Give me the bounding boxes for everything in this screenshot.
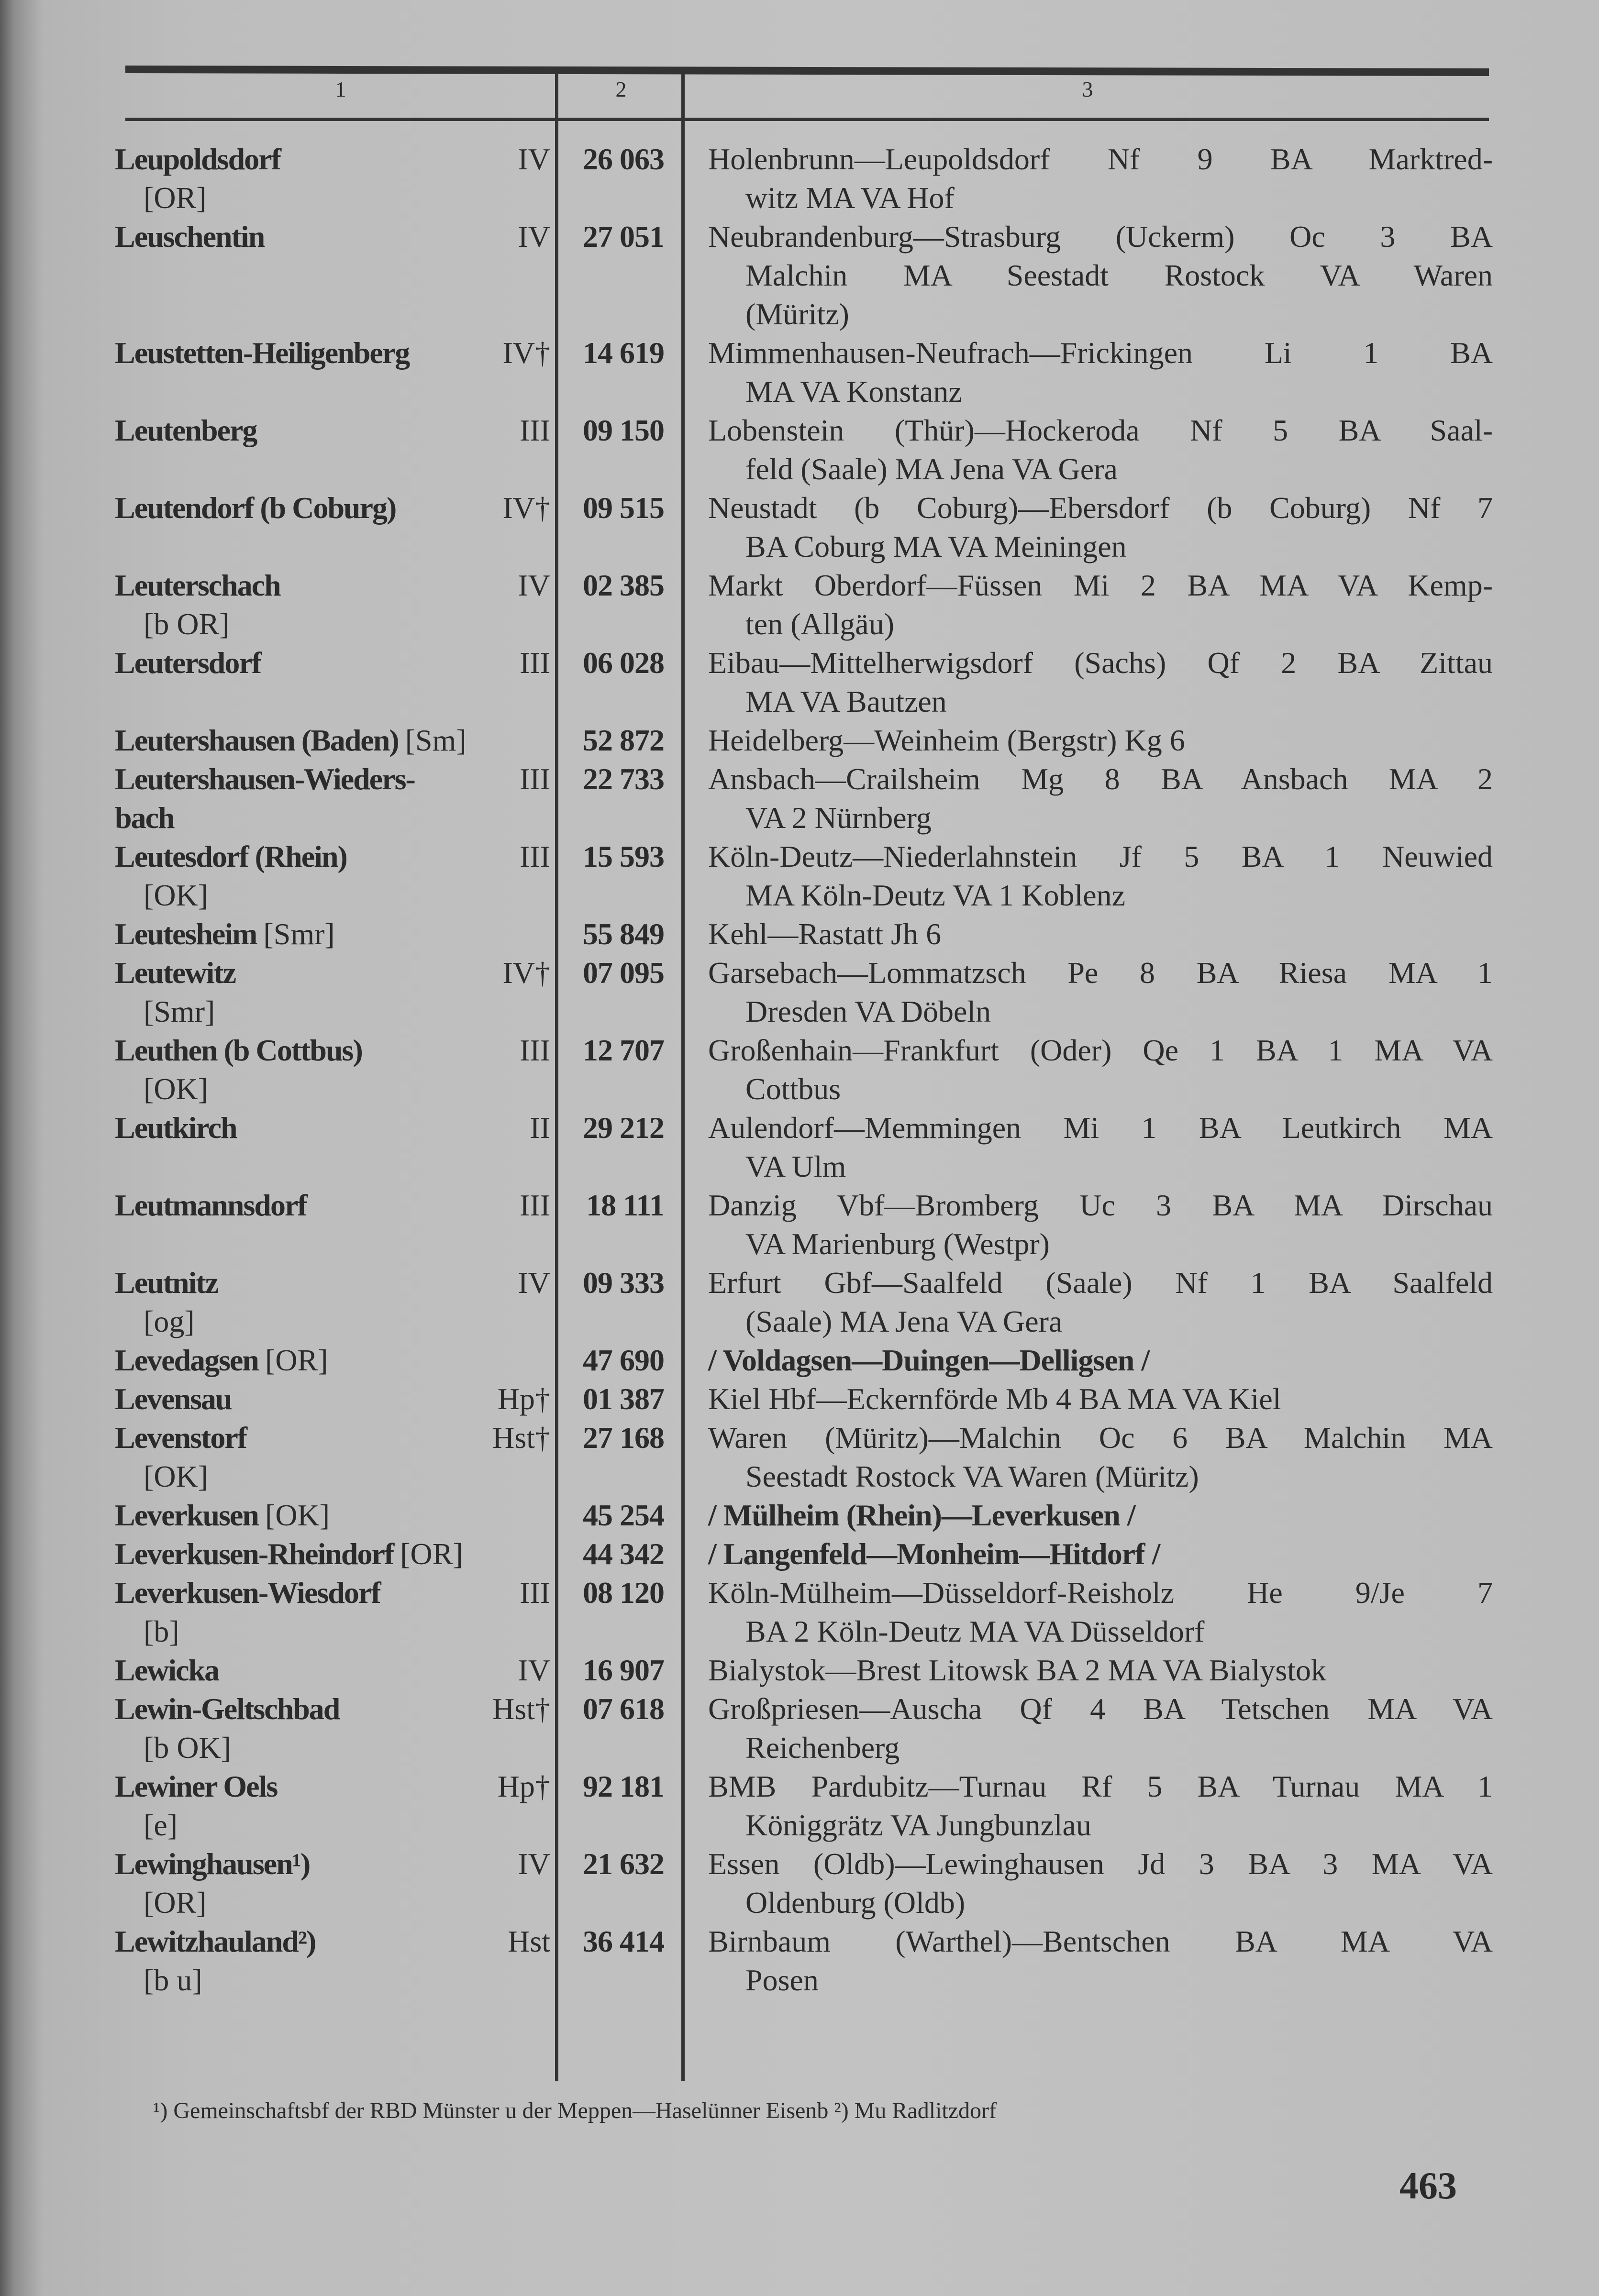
station-name: Leustetten-Heiligenberg (115, 336, 410, 370)
station-number: 92 181 (583, 1769, 664, 1803)
table-row (115, 1186, 1493, 1263)
station-class: IV† (502, 491, 550, 525)
station-class: III (520, 1033, 550, 1067)
station-class: IV† (502, 956, 550, 990)
column-header-1: 1 (335, 77, 346, 101)
route-cell (684, 1380, 1493, 1418)
table-row (115, 1534, 1493, 1573)
route-cell (684, 488, 1493, 566)
station-cell (115, 411, 555, 488)
route-cell (684, 643, 1493, 721)
route-cell (684, 1031, 1493, 1108)
route-line: / Langenfeld—Monheim—Hitdorf / (708, 1537, 1160, 1571)
station-number: 21 632 (583, 1847, 664, 1881)
table-row (115, 566, 1493, 643)
route-line: Aulendorf—Memmingen Mi 1 BA Leutkirch MA (708, 1111, 1493, 1145)
station-cell (115, 1767, 555, 1844)
column-header-3: 3 (1082, 77, 1093, 101)
station-number: 15 593 (583, 839, 664, 873)
route-line: Markt Oberdorf—Füssen Mi 2 BA MA VA Kemp- (708, 568, 1493, 602)
route-cell (684, 1844, 1493, 1922)
route-line: Köln-Deutz—Niederlahnstein Jf 5 BA 1 Neuwied (708, 839, 1493, 873)
station-tag: [Smr] (144, 994, 215, 1028)
route-line: BMB Pardubitz—Turnau Rf 5 BA Turnau MA 1 (708, 1769, 1493, 1803)
route-cell (684, 1689, 1493, 1767)
station-name: Leutenberg (115, 413, 257, 447)
station-class: Hst† (492, 1692, 550, 1726)
station-name-line (115, 798, 555, 837)
route-line: feld (Saale) MA Jena VA Gera (745, 452, 1118, 486)
station-number: 09 333 (583, 1266, 664, 1300)
station-number: 14 619 (583, 336, 664, 370)
station-number: 26 063 (583, 142, 664, 176)
station-class: III (520, 839, 550, 873)
route-line: Posen (745, 1963, 819, 1997)
station-name: Leutershausen (Baden) (115, 723, 399, 757)
station-number: 27 051 (583, 220, 664, 254)
station-number: 02 385 (583, 568, 664, 602)
route-line: Bialystok—Brest Litowsk BA 2 MA VA Bialystok (708, 1653, 1327, 1687)
route-line: Dresden VA Döbeln (745, 994, 991, 1028)
station-cell (115, 566, 555, 643)
station-name-line (115, 1186, 555, 1225)
station-tag: [OR] (144, 181, 207, 215)
route-line: VA Ulm (745, 1149, 846, 1183)
route-line: / Mülheim (Rhein)—Leverkusen / (708, 1498, 1135, 1532)
station-name: Lewitzhauland²) (115, 1924, 316, 1958)
station-number: 16 907 (583, 1653, 664, 1687)
route-line: VA 2 Nürnberg (745, 801, 932, 835)
station-number: 18 111 (586, 1188, 664, 1222)
route-line: Eibau—Mittelherwigsdorf (Sachs) Qf 2 BA Zittau (708, 646, 1493, 680)
route-cell (684, 1573, 1493, 1651)
station-number: 44 342 (583, 1537, 664, 1571)
route-cell (684, 1418, 1493, 1496)
station-tag: [Sm] (405, 723, 466, 757)
table-row (115, 1031, 1493, 1108)
station-cell (115, 1263, 555, 1341)
station-name-line (115, 411, 555, 450)
station-number: 55 849 (583, 917, 664, 951)
route-line: (Saale) MA Jena VA Gera (745, 1304, 1063, 1338)
route-cell (684, 333, 1493, 411)
route-line: VA Marienburg (Westpr) (745, 1227, 1050, 1261)
route-cell (684, 1496, 1493, 1534)
station-name-line (115, 488, 555, 527)
station-cell (115, 1186, 555, 1263)
station-name: Lewin-Geltschbad (115, 1692, 340, 1726)
route-cell (684, 1534, 1493, 1573)
station-tag: [e] (144, 1808, 178, 1842)
table-row (115, 1496, 1493, 1534)
station-cell (115, 1341, 555, 1380)
station-name: Leutkirch (115, 1111, 237, 1145)
station-name-line (115, 1844, 555, 1883)
route-line: (Müritz) (745, 297, 849, 331)
route-line: Birnbaum (Warthel)—Bentschen BA MA VA (708, 1924, 1493, 1958)
station-name: Lewinghausen¹) (115, 1847, 310, 1881)
station-class: III (520, 762, 550, 796)
table-row (115, 1418, 1493, 1496)
station-name-line (115, 1922, 555, 1961)
route-line: BA Coburg MA VA Meiningen (745, 530, 1127, 563)
station-number: 06 028 (583, 646, 664, 680)
station-name: Leutershausen-Wieders- (115, 762, 415, 796)
station-number: 45 254 (583, 1498, 664, 1532)
route-line: Königgrätz VA Jungbunzlau (745, 1808, 1091, 1842)
station-name: Leutersdorf (115, 646, 261, 680)
station-cell (115, 1108, 555, 1186)
station-class: IV (518, 1847, 550, 1881)
station-tag: [b u] (144, 1963, 202, 1997)
route-line: MA Köln-Deutz VA 1 Koblenz (745, 878, 1126, 912)
station-class: Hst (508, 1924, 550, 1958)
route-line: Mimmenhausen-Neufrach—Frickingen Li 1 BA (708, 336, 1493, 370)
station-class: IV (518, 142, 550, 176)
station-class: III (520, 646, 550, 680)
header-bottom-rule (125, 118, 1489, 121)
station-tag: [og] (144, 1304, 195, 1338)
route-line: Cottbus (745, 1072, 841, 1106)
route-cell (684, 721, 1493, 760)
station-name-line (115, 217, 555, 256)
table-row (115, 333, 1493, 411)
station-name-line (115, 333, 555, 372)
station-name: Lewicka (115, 1653, 219, 1687)
route-line: Erfurt Gbf—Saalfeld (Saale) Nf 1 BA Saalfeld (708, 1266, 1493, 1300)
station-tag: [OK] (265, 1498, 330, 1532)
route-line: BA 2 Köln-Deutz MA VA Düsseldorf (745, 1614, 1205, 1648)
route-line: Kiel Hbf—Eckernförde Mb 4 BA MA VA Kiel (708, 1382, 1281, 1416)
station-class: IV (518, 1653, 550, 1687)
station-name-line (115, 1031, 555, 1070)
station-cell (115, 1573, 555, 1651)
table-row (115, 1573, 1493, 1651)
station-cell (115, 1922, 555, 1999)
station-number: 27 168 (583, 1421, 664, 1455)
station-class: II (530, 1111, 550, 1145)
station-tag: [OK] (144, 1072, 209, 1106)
route-cell (684, 1263, 1493, 1341)
station-name-line (115, 140, 555, 178)
station-cell (115, 760, 555, 837)
station-name: Leverkusen-Rheindorf (115, 1537, 394, 1571)
station-cell (115, 488, 555, 566)
table-row (115, 1380, 1493, 1418)
route-line: Heidelberg—Weinheim (Bergstr) Kg 6 (708, 723, 1185, 757)
route-line: Waren (Müritz)—Malchin Oc 6 BA Malchin MA (708, 1421, 1493, 1455)
route-line: Großenhain—Frankfurt (Oder) Qe 1 BA 1 MA VA (708, 1033, 1493, 1067)
route-line: MA VA Konstanz (745, 375, 962, 408)
station-name: Leuschentin (115, 220, 265, 254)
route-cell (684, 1922, 1493, 1999)
station-name: Levedagsen (115, 1343, 258, 1377)
station-number: 52 872 (583, 723, 664, 757)
station-cell (115, 1651, 555, 1689)
station-cell (115, 1844, 555, 1922)
station-tag: [b OR] (144, 607, 230, 641)
route-line: MA VA Bautzen (745, 684, 947, 718)
route-line: / Voldagsen—Duingen—Delligsen / (708, 1343, 1150, 1377)
route-line: Köln-Mülheim—Düsseldorf-Reisholz He 9/Je 7 (708, 1576, 1493, 1610)
route-cell (684, 1341, 1493, 1380)
table-row (115, 721, 1493, 760)
station-class: Hp† (497, 1382, 550, 1416)
station-cell (115, 1380, 555, 1418)
station-tag: [OR] (144, 1886, 207, 1920)
route-line: Essen (Oldb)—Lewinghausen Jd 3 BA 3 MA VA (708, 1847, 1493, 1881)
station-name-line (115, 953, 555, 992)
station-name-line (115, 566, 555, 605)
route-line: Danzig Vbf—Bromberg Uc 3 BA MA Dirschau (708, 1188, 1493, 1222)
station-tag: [OR] (265, 1343, 328, 1377)
header-top-rule (125, 66, 1489, 76)
route-line: Neubrandenburg—Strasburg (Uckerm) Oc 3 BA (708, 220, 1493, 254)
station-name-line (115, 1573, 555, 1612)
route-cell (684, 1651, 1493, 1689)
route-line: Malchin MA Seestadt Rostock VA Waren (745, 258, 1493, 292)
route-cell (684, 1767, 1493, 1844)
route-cell (684, 1186, 1493, 1263)
route-line: Oldenburg (Oldb) (745, 1886, 966, 1920)
station-cell (115, 1689, 555, 1767)
station-name-line (115, 1767, 555, 1806)
station-name: bach (115, 801, 174, 835)
station-tag: [OR] (400, 1537, 463, 1571)
route-line: Lobenstein (Thür)—Hockeroda Nf 5 BA Saal- (708, 413, 1493, 447)
route-cell (684, 837, 1493, 915)
station-name-line (115, 1341, 555, 1380)
station-name-line (115, 837, 555, 876)
station-number: 09 150 (583, 413, 664, 447)
station-cell (115, 837, 555, 915)
station-name: Leutesheim (115, 917, 257, 951)
table-row (115, 915, 1493, 953)
station-cell (115, 953, 555, 1031)
station-name-line (115, 1534, 555, 1573)
route-line: ten (Allgäu) (745, 607, 894, 641)
table-row (115, 411, 1493, 488)
table-row (115, 1844, 1493, 1922)
table-row (115, 1341, 1493, 1380)
station-cell (115, 1496, 555, 1534)
table-row (115, 1108, 1493, 1186)
station-tag: [OK] (144, 1459, 209, 1493)
station-number: 47 690 (583, 1343, 664, 1377)
page-number: 463 (1399, 2165, 1457, 2207)
station-name: Leuterschach (115, 568, 280, 602)
station-name: Leutesdorf (Rhein) (115, 839, 347, 873)
station-number: 22 733 (583, 762, 664, 796)
station-name: Levensau (115, 1382, 232, 1416)
column-header-2: 2 (615, 77, 627, 101)
station-name: Leutendorf (b Coburg) (115, 491, 396, 525)
station-name: Leutewitz (115, 956, 236, 990)
station-cell (115, 217, 555, 333)
route-cell (684, 1108, 1493, 1186)
station-number: 29 212 (583, 1111, 664, 1145)
route-cell (684, 217, 1493, 333)
station-tag: [b OK] (144, 1731, 232, 1765)
table-row (115, 217, 1493, 333)
station-name: Levenstorf (115, 1421, 247, 1455)
station-number: 08 120 (583, 1576, 664, 1610)
station-cell (115, 1418, 555, 1496)
station-cell (115, 1031, 555, 1108)
route-cell (684, 140, 1493, 217)
station-class: Hst† (492, 1421, 550, 1455)
station-number: 09 515 (583, 491, 664, 525)
station-name: Leupoldsdorf (115, 142, 280, 176)
table-row (115, 1767, 1493, 1844)
station-name: Leverkusen (115, 1498, 258, 1532)
station-name-line (115, 721, 555, 760)
station-class: IV (518, 1266, 550, 1300)
footnote: ¹) Gemeinschaftsbf der RBD Münster u der Meppen—Haselünner Eisenb ²) Mu Radlitzdorf (153, 2098, 997, 2123)
station-class: Hp† (497, 1769, 550, 1803)
station-class: III (520, 1188, 550, 1222)
table-row (115, 1651, 1493, 1689)
route-line: witz MA VA Hof (745, 181, 955, 215)
station-name-line (115, 1651, 555, 1689)
station-tag: [OK] (144, 878, 209, 912)
route-cell (684, 953, 1493, 1031)
station-number: 36 414 (583, 1924, 664, 1958)
table-row (115, 953, 1493, 1031)
station-number: 07 618 (583, 1692, 664, 1726)
station-name-line (115, 1263, 555, 1302)
station-number: 01 387 (583, 1382, 664, 1416)
station-tag: [Smr] (263, 917, 335, 951)
table-row (115, 140, 1493, 217)
station-name-line (115, 1496, 555, 1534)
station-table (115, 140, 1493, 1999)
route-cell (684, 760, 1493, 837)
station-class: III (520, 413, 550, 447)
table-row (115, 488, 1493, 566)
route-cell (684, 915, 1493, 953)
table-row (115, 837, 1493, 915)
station-class: III (520, 1576, 550, 1610)
table-row (115, 643, 1493, 721)
table-row (115, 760, 1493, 837)
station-number: 07 095 (583, 956, 664, 990)
station-cell (115, 140, 555, 217)
station-class: IV (518, 568, 550, 602)
station-cell (115, 721, 555, 760)
station-cell (115, 643, 555, 721)
station-name: Leutnitz (115, 1266, 218, 1300)
route-line: Holenbrunn—Leupoldsdorf Nf 9 BA Marktred- (708, 142, 1493, 176)
station-class: IV (518, 220, 550, 254)
table-row (115, 1263, 1493, 1341)
route-line: Großpriesen—Auscha Qf 4 BA Tetschen MA VA (708, 1692, 1493, 1726)
station-name-line (115, 1418, 555, 1457)
station-name: Leutmannsdorf (115, 1188, 307, 1222)
station-cell (115, 1534, 555, 1573)
table-row (115, 1689, 1493, 1767)
station-cell (115, 333, 555, 411)
route-line: Reichenberg (745, 1731, 900, 1765)
station-cell (115, 915, 555, 953)
station-class: IV† (502, 336, 550, 370)
route-cell (684, 566, 1493, 643)
station-name-line (115, 1108, 555, 1147)
station-name-line (115, 915, 555, 953)
table-row (115, 1922, 1493, 1999)
station-name-line (115, 643, 555, 682)
station-name-line (115, 1689, 555, 1728)
station-name-line (115, 1380, 555, 1418)
station-name: Leuthen (b Cottbus) (115, 1033, 362, 1067)
route-line: Neustadt (b Coburg)—Ebersdorf (b Coburg) Nf 7 (708, 491, 1493, 525)
station-name: Leverkusen-Wiesdorf (115, 1576, 380, 1610)
route-line: Seestadt Rostock VA Waren (Müritz) (745, 1459, 1199, 1493)
station-tag: [b] (144, 1614, 179, 1648)
route-line: Ansbach—Crailsheim Mg 8 BA Ansbach MA 2 (708, 762, 1493, 796)
route-line: Kehl—Rastatt Jh 6 (708, 917, 942, 951)
route-line: Garsebach—Lommatzsch Pe 8 BA Riesa MA 1 (708, 956, 1493, 990)
station-name-line (115, 760, 555, 798)
station-number: 12 707 (583, 1033, 664, 1067)
route-cell (684, 411, 1493, 488)
station-name: Lewiner Oels (115, 1769, 278, 1803)
